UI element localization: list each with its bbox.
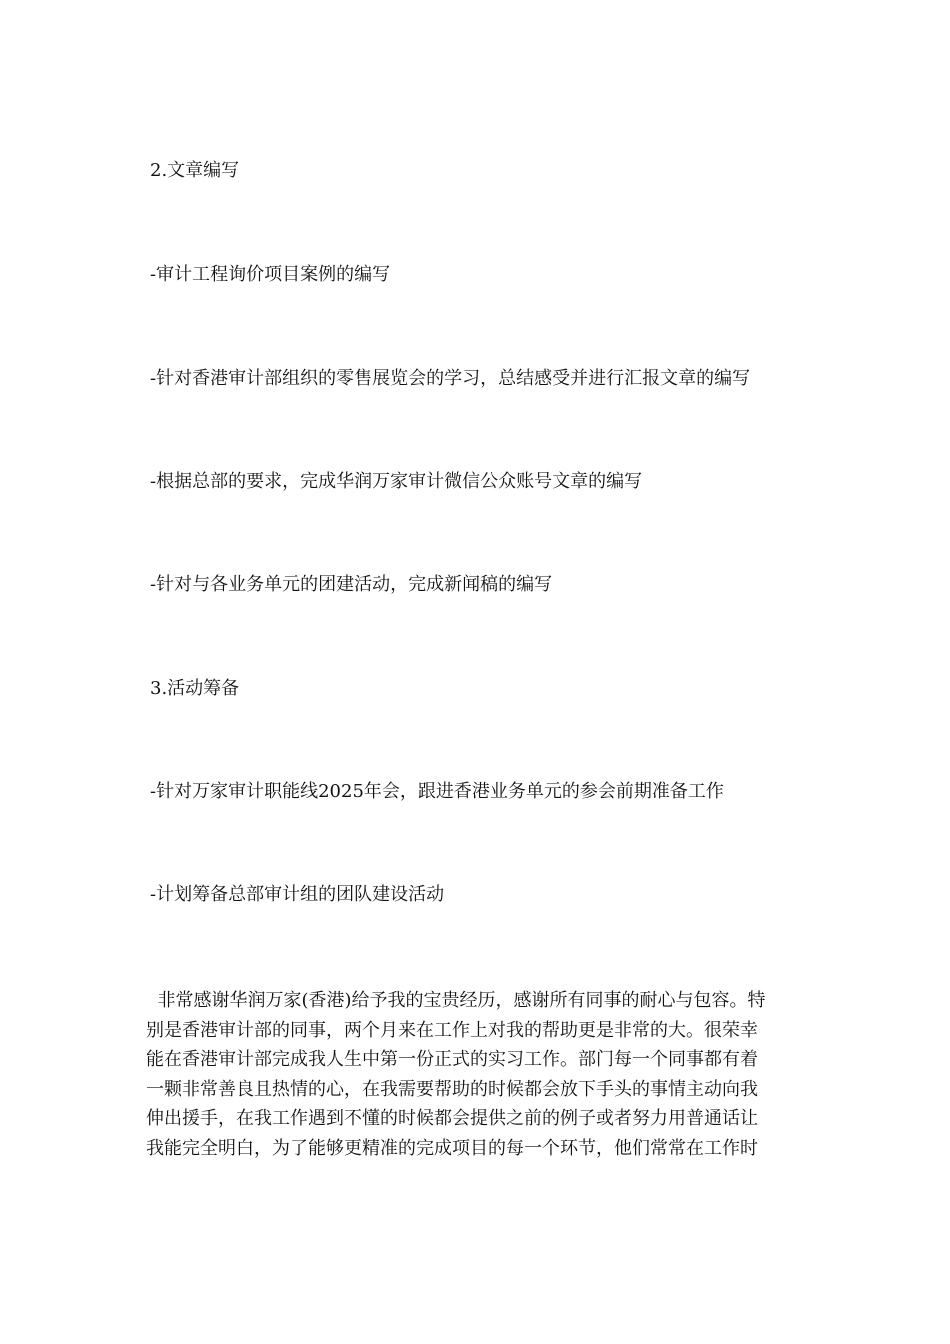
section-heading-writing: 2.文章编写 (150, 160, 240, 181)
paragraph-line: 一颗非常善良且热情的心，在我需要帮助的时候都会放下手头的事情主动向我 (146, 1078, 758, 1100)
list-item: -针对香港审计部组织的零售展览会的学习，总结感受并进行汇报文章的编写 (150, 368, 751, 389)
list-item: -审计工程询价项目案例的编写 (150, 264, 391, 285)
section-heading-events: 3.活动筹备 (150, 678, 240, 699)
paragraph-line: 非常感谢华润万家(香港)给予我的宝贵经历，感谢所有同事的耐心与包容。特 (146, 990, 766, 1011)
list-item: -针对万家审计职能线2025年会，跟进香港业务单元的参会前期准备工作 (150, 781, 724, 802)
paragraph-line: 伸出援手，在我工作遇到不懂的时候都会提供之前的例子或者努力用普通话让 (146, 1108, 758, 1129)
list-item: -针对与各业务单元的团建活动，完成新闻稿的编写 (150, 574, 553, 595)
paragraph-line: 别是香港审计部的同事，两个月来在工作上对我的帮助更是非常的大。很荣幸 (146, 1019, 758, 1041)
list-item: -计划筹备总部审计组的团队建设活动 (150, 884, 445, 905)
list-item: -根据总部的要求，完成华润万家审计微信公众账号文章的编写 (150, 471, 643, 492)
paragraph-line: 我能完全明白，为了能够更精准的完成项目的每一个环节，他们常常在工作时 (146, 1137, 758, 1159)
closing-paragraph (146, 986, 806, 1163)
paragraph-line: 能在香港审计部完成我人生中第一份正式的实习工作。部门每一个同事都有着 (146, 1049, 758, 1070)
